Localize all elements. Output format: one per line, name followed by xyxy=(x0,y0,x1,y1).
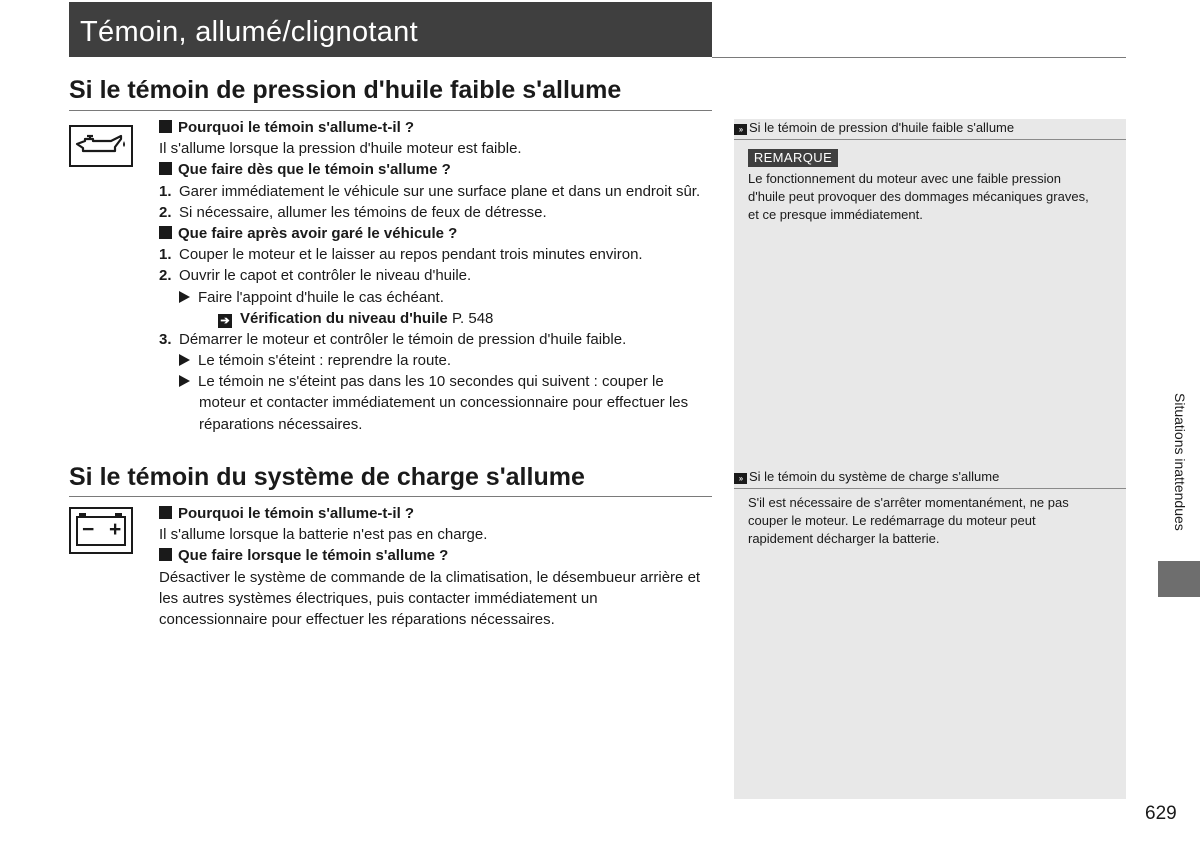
list-item: 2. Si nécessaire, allumer les témoins de feux de détresse. xyxy=(159,203,547,221)
title-rule xyxy=(712,57,1126,58)
charge-system-body xyxy=(159,503,719,630)
page-title: Témoin, allumé/clignotant xyxy=(80,16,418,48)
sub-list-item-continued: moteur et contacter immédiatement un concessionnaire pour effectuer les xyxy=(199,394,689,412)
square-bullet-icon xyxy=(159,548,172,561)
list-item: 1. Garer immédiatement le véhicule sur une surface plane et dans un endroit sûr. xyxy=(159,182,701,200)
sidebar-note-text-charge: S'il est nécessaire de s'arrêter momentanément, ne pas couper le moteur. Le redémarrage du moteur peut rapidement décharger la batterie. xyxy=(748,495,1069,546)
remarque-badge: REMARQUE xyxy=(748,149,838,167)
subheading-after: Que faire après avoir garé le véhicule ? xyxy=(159,223,719,244)
section-rule xyxy=(69,110,712,111)
reference-link[interactable]: Vérification du niveau d'huile xyxy=(240,309,448,327)
sub-list-item-continued: réparations nécessaires. xyxy=(199,415,363,433)
battery-icon xyxy=(69,507,133,554)
sidebar-rule xyxy=(734,488,1126,489)
paragraph-line: Désactiver le système de commande de la climatisation, le désembueur arrière et xyxy=(159,568,701,586)
section-rule xyxy=(69,496,712,497)
section-heading-charge-system: Si le témoin du système de charge s'allume xyxy=(69,463,585,491)
list-item: 2. Ouvrir le capot et contrôler le niveau d'huile. xyxy=(159,267,472,285)
sidebar-note-heading-oil: » Si le témoin de pression d'huile faible s'allume xyxy=(734,120,1014,135)
battery-minus-sign: − xyxy=(82,518,95,541)
list-item: 1. Couper le moteur et le laisser au repos pendant trois minutes environ. xyxy=(159,246,643,264)
double-arrow-icon: » xyxy=(734,473,747,484)
chapter-tab-marker[interactable] xyxy=(1158,561,1200,597)
sidebar-note-text-oil: Le fonctionnement du moteur avec une faible pression d'huile peut provoquer des dommages mécaniques graves, et ce presque immédiatement. xyxy=(748,171,1089,222)
why-text: Il s'allume lorsque la pression d'huile moteur est faible. xyxy=(159,140,522,158)
section-heading-oil-pressure: Si le témoin de pression d'huile faible s'allume xyxy=(69,76,622,104)
oil-pressure-icon xyxy=(69,125,133,167)
page-number: 629 xyxy=(1145,803,1177,824)
square-bullet-icon xyxy=(159,162,172,175)
cross-reference[interactable] xyxy=(159,308,719,329)
triangle-bullet-icon xyxy=(179,354,190,366)
square-bullet-icon xyxy=(159,226,172,239)
subheading-todo: Que faire dès que le témoin s'allume ? xyxy=(159,159,719,180)
reference-arrow-icon: ➔ xyxy=(218,314,232,328)
sub-list-item: Faire l'appoint d'huile le cas échéant. xyxy=(159,287,719,308)
square-bullet-icon xyxy=(159,120,172,133)
subheading-why: Pourquoi le témoin s'allume-t-il ? xyxy=(159,117,719,138)
paragraph-line: concessionnaire pour effectuer les réparations nécessaires. xyxy=(159,610,555,628)
double-arrow-icon: » xyxy=(734,124,747,135)
reference-page: P. 548 xyxy=(451,309,494,327)
triangle-bullet-icon xyxy=(179,375,190,387)
triangle-bullet-icon xyxy=(179,291,190,303)
sub-list-item: Le témoin ne s'éteint pas dans les 10 secondes qui suivent : couper le xyxy=(159,371,719,392)
square-bullet-icon xyxy=(159,506,172,519)
battery-plus-sign: + xyxy=(109,518,122,541)
list-item: 3. Démarrer le moteur et contrôler le témoin de pression d'huile faible. xyxy=(159,330,627,348)
sidebar-note-heading-charge: » Si le témoin du système de charge s'allume xyxy=(734,469,999,484)
oil-pressure-body xyxy=(159,117,719,435)
sub-list-item: Le témoin s'éteint : reprendre la route. xyxy=(159,350,719,371)
subheading-todo: Que faire lorsque le témoin s'allume ? xyxy=(159,545,719,566)
sidebar-rule xyxy=(734,139,1126,140)
paragraph-line: les autres systèmes électriques, puis contacter immédiatement un xyxy=(159,589,598,607)
subheading-why: Pourquoi le témoin s'allume-t-il ? xyxy=(159,503,719,524)
why-text: Il s'allume lorsque la batterie n'est pas en charge. xyxy=(159,526,488,544)
chapter-tab-label: Situations inattendues xyxy=(1172,393,1188,531)
